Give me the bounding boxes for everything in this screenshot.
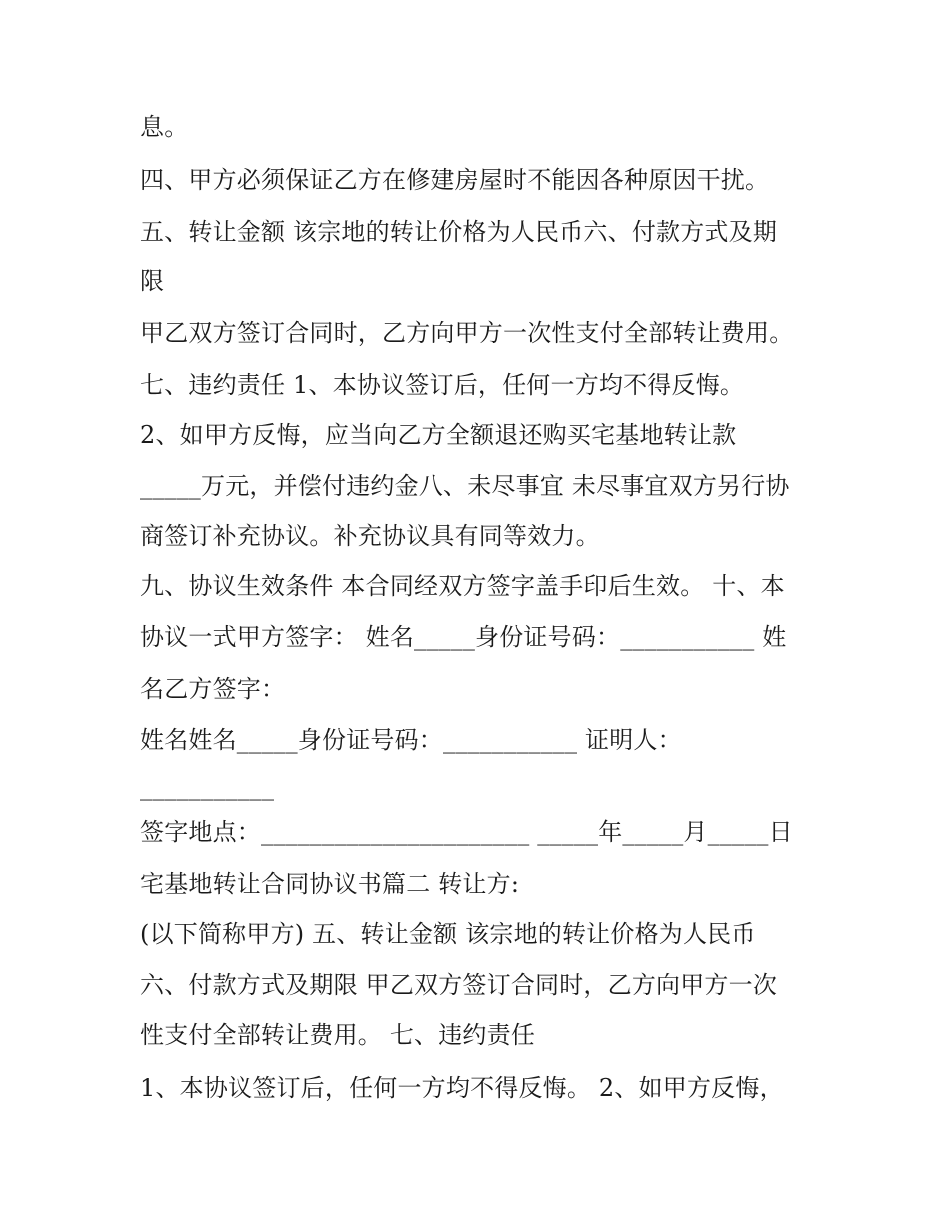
text-line: 宅基地转让合同协议书篇二 转让方: <box>140 870 520 898</box>
text-line: 签字地点：______________________ _____年_____月_____日 <box>140 818 793 846</box>
text-line: 七、违约责任 1、本协议签订后，任何一方均不得反悔。 <box>140 371 745 399</box>
text-line: 2、如甲方反悔，应当向乙方全额退还购买宅基地转让款 <box>140 421 737 449</box>
text-line: 性支付全部转让费用。 七、违约责任 <box>140 1021 536 1049</box>
text-line: 1、本协议签订后，任何一方均不得反悔。 2、如甲方反悔， <box>140 1074 784 1102</box>
text-line: 名乙方签字： <box>140 675 286 703</box>
text-line: 姓名姓名_____身份证号码：___________ 证明人： <box>140 726 682 754</box>
text-line: _____万元，并偿付违约金八、未尽事宜 未尽事宜双方另行协 <box>140 472 790 500</box>
text-line: 九、协议生效条件 本合同经双方签字盖手印后生效。 十、本 <box>140 572 785 600</box>
text-line: 四、甲方必须保证乙方在修建房屋时不能因各种原因干扰。 <box>140 166 770 194</box>
text-line: 六、付款方式及期限 甲乙双方签订合同时，乙方向甲方一次 <box>140 971 778 999</box>
text-line: (以下简称甲方) 五、转让金额 该宗地的转让价格为人民币 <box>140 920 756 948</box>
text-line: 息。 <box>140 113 189 141</box>
text-line: ___________ <box>140 773 275 801</box>
text-line: 协议一式甲方签字： 姓名_____身份证号码：___________ 姓 <box>140 623 787 651</box>
text-line: 五、转让金额 该宗地的转让价格为人民币六、付款方式及期 <box>140 218 778 246</box>
text-line: 限 <box>140 267 165 295</box>
text-line: 商签订补充协议。补充协议具有同等效力。 <box>140 522 600 550</box>
text-line: 甲乙双方签订合同时，乙方向甲方一次性支付全部转让费用。 <box>140 319 794 347</box>
